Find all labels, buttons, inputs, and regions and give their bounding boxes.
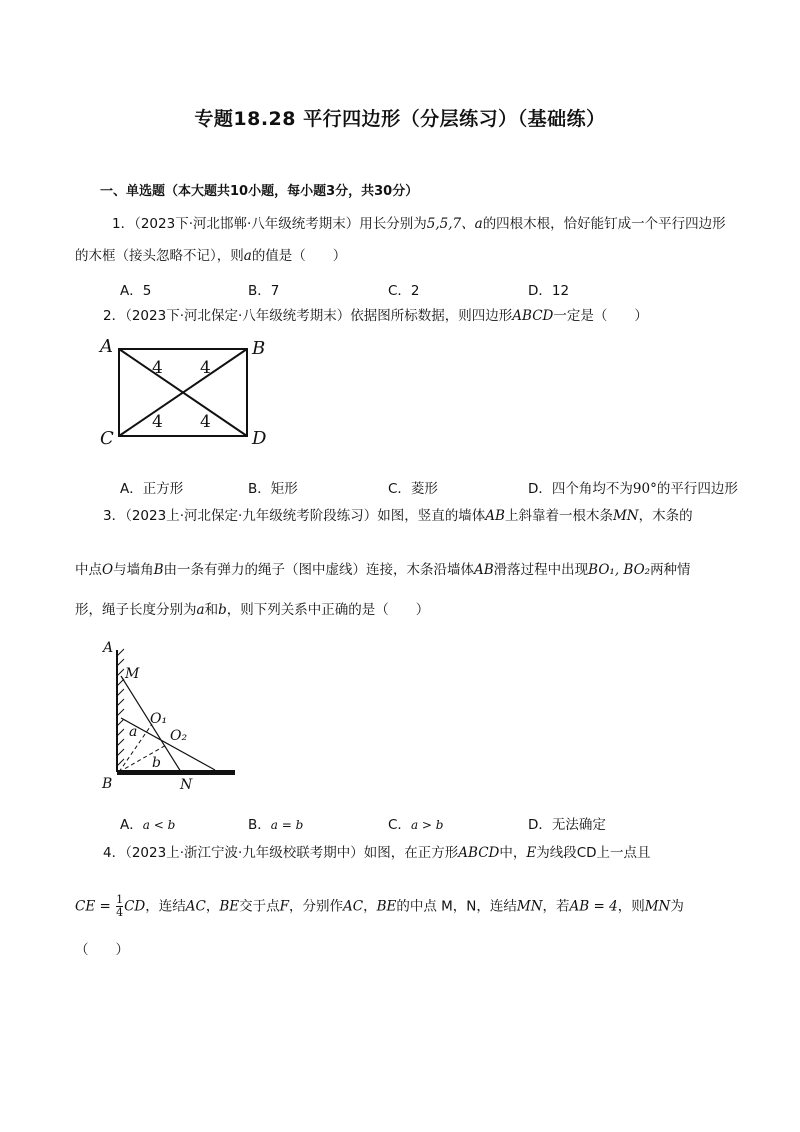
q3-math: AB [485,508,505,524]
q4-text: ，分别作 [288,898,343,915]
q1-option-b[interactable]: B．7 [248,283,280,299]
q2-text: 2．（2023下·河北保定·八年级统考期末）依据图所标数据，则四边形 [103,308,513,324]
q2-segment-label: 4 [152,358,163,378]
q4-text: 4．（2023上·浙江宁波·九年级校联考期中）如图，在正方形 [103,845,459,861]
q2-math: ABCD [512,308,554,324]
q3-line2 [75,560,691,580]
q2-line1 [103,306,648,326]
page-title: 专题18.28 平行四边形（分层练习）（基础练） [194,108,606,130]
q4-text: ，若 [542,898,570,915]
q3-floor [117,770,235,775]
q3-text: ，则下列关系中正确的是（ ） [226,602,430,618]
section-heading: 一、单选题（本大题共10小题，每小题3分，共30分） [100,184,419,199]
q3-option-c-math: a > b [410,818,444,832]
q3-text: 3．（2023上·河北保定·九年级统考阶段练习）如图，竖直的墙体 [103,508,486,524]
q4-math: AC [342,898,364,915]
q2-option-d[interactable] [528,477,738,497]
q3-label-a: A [103,640,114,656]
q3-option-d-prefix: D． [528,817,552,833]
q3-text: 与墙角 [113,562,154,578]
q2-rectangle-figure [95,330,285,450]
q3-label-o2: O₂ [170,728,188,744]
q4-fraction-denominator: 4 [116,906,124,919]
q3-math: O [102,562,114,578]
q1-math: a [243,248,252,264]
q4-math: ABCD [458,845,500,861]
q3-math: AB [474,562,494,578]
q4-text: ，则 [617,898,645,915]
q3-option-d-text: 无法确定 [551,817,606,833]
q3-label-m: M [125,666,140,682]
q4-text: 中， [499,845,527,861]
q4-math: MN [516,898,543,915]
q3-option-a[interactable] [120,813,175,833]
q3-text: 中点 [75,562,102,578]
q2-option-a[interactable]: A．正方形 [120,481,184,497]
q4-text: CD [576,845,597,861]
q3-math: BO₁, BO₂ [588,562,651,578]
q1-option-a[interactable]: A．5 [120,283,152,299]
q3-option-b[interactable] [248,813,303,833]
q1-text: 的木框（接头忽略不记），则 [75,248,244,264]
q2-label-d: D [252,428,267,449]
q1-text: 1．（2023下·河北邯郸·八年级统考期末）用长分别为 [112,216,427,232]
q4-text: ， [205,898,220,915]
q4-math: AB = 4 [569,898,618,915]
q3-text: 滑落过程中出现 [493,562,589,578]
q3-math: a [196,602,205,618]
q1-option-c[interactable]: C．2 [388,283,420,299]
q3-label-o1: O₁ [150,711,168,727]
q2-option-d-tail: 的平行四边形 [656,481,738,497]
q4-math: BE [376,898,397,915]
q3-option-b-math: a = b [270,818,304,832]
q3-label-n: N [180,777,193,793]
q4-fraction-numerator: 1 [116,893,124,906]
q4-text: 上一点且 [596,845,651,861]
q4-text: 交于点 [239,898,280,915]
q1-option-d[interactable]: D．12 [528,283,570,299]
q3-math: B [153,562,164,578]
q4-text: 的中点 M，N，连结 [396,898,517,915]
q3-option-c[interactable] [388,813,443,833]
q4-line2 [75,894,684,919]
q2-label-a: A [100,336,113,357]
q4-text: 为 [670,898,684,915]
q3-line3 [75,600,429,620]
q1-text: 的四根木根，恰好能钉成一个平行四边形 [482,216,726,232]
q4-math: MN [644,898,671,915]
q4-fraction [116,894,123,919]
q2-label-c: C [100,428,114,449]
q1-line2 [75,246,346,266]
q2-option-d-math: 90° [632,481,657,497]
q3-text: 上斜靠着一根木条 [504,508,613,524]
q3-text: 和 [204,602,219,618]
q4-text: ，连结 [145,898,186,915]
q3-label-rope-a: a [129,724,138,740]
q3-label-rope-b: b [152,755,161,771]
q3-wall-figure [95,636,245,794]
q3-text: 由一条有弹力的绳子（图中虚线）连接，木条沿墙体 [163,562,474,578]
q4-text: ， [363,898,377,915]
q3-text: 两种情 [650,562,691,578]
q2-segment-label: 4 [152,412,163,432]
q4-math: AC [185,898,206,915]
q3-option-c-prefix: C． [388,817,411,833]
q3-label-b: B [102,776,113,792]
q4-math: CD [124,898,146,915]
q4-math: CE = [75,898,116,915]
q1-math: 5,5,7、a [426,216,483,232]
q4-line1 [103,843,651,863]
q1-text: 的值是（ ） [251,248,347,264]
q3-option-b-prefix: B． [248,817,271,833]
q3-math: MN [612,508,639,524]
q3-text: ，木条的 [638,508,693,524]
q3-line1 [103,506,693,526]
q3-option-d[interactable] [528,813,606,833]
q2-option-c[interactable]: C．菱形 [388,481,438,497]
q4-math: BE [219,898,240,915]
q3-math: b [218,602,227,618]
q3-text: 形，绳子长度分别为 [75,602,197,618]
q2-segment-label: 4 [200,358,211,378]
q2-text: 一定是（ ） [553,308,648,324]
q4-math: E [526,845,537,861]
q3-option-a-prefix: A． [120,817,143,833]
q2-option-b[interactable]: B．矩形 [248,481,298,497]
q3-option-a-math: a < b [142,818,176,832]
q1-line1 [112,214,726,234]
q4-answer-bracket: （ ） [75,942,129,958]
q2-segment-label: 4 [200,412,211,432]
q2-option-d-text: D．四个角均不为 [528,481,633,497]
q2-label-b: B [252,338,266,359]
q4-text: 为线段 [536,845,577,861]
q4-math: F [279,898,289,915]
